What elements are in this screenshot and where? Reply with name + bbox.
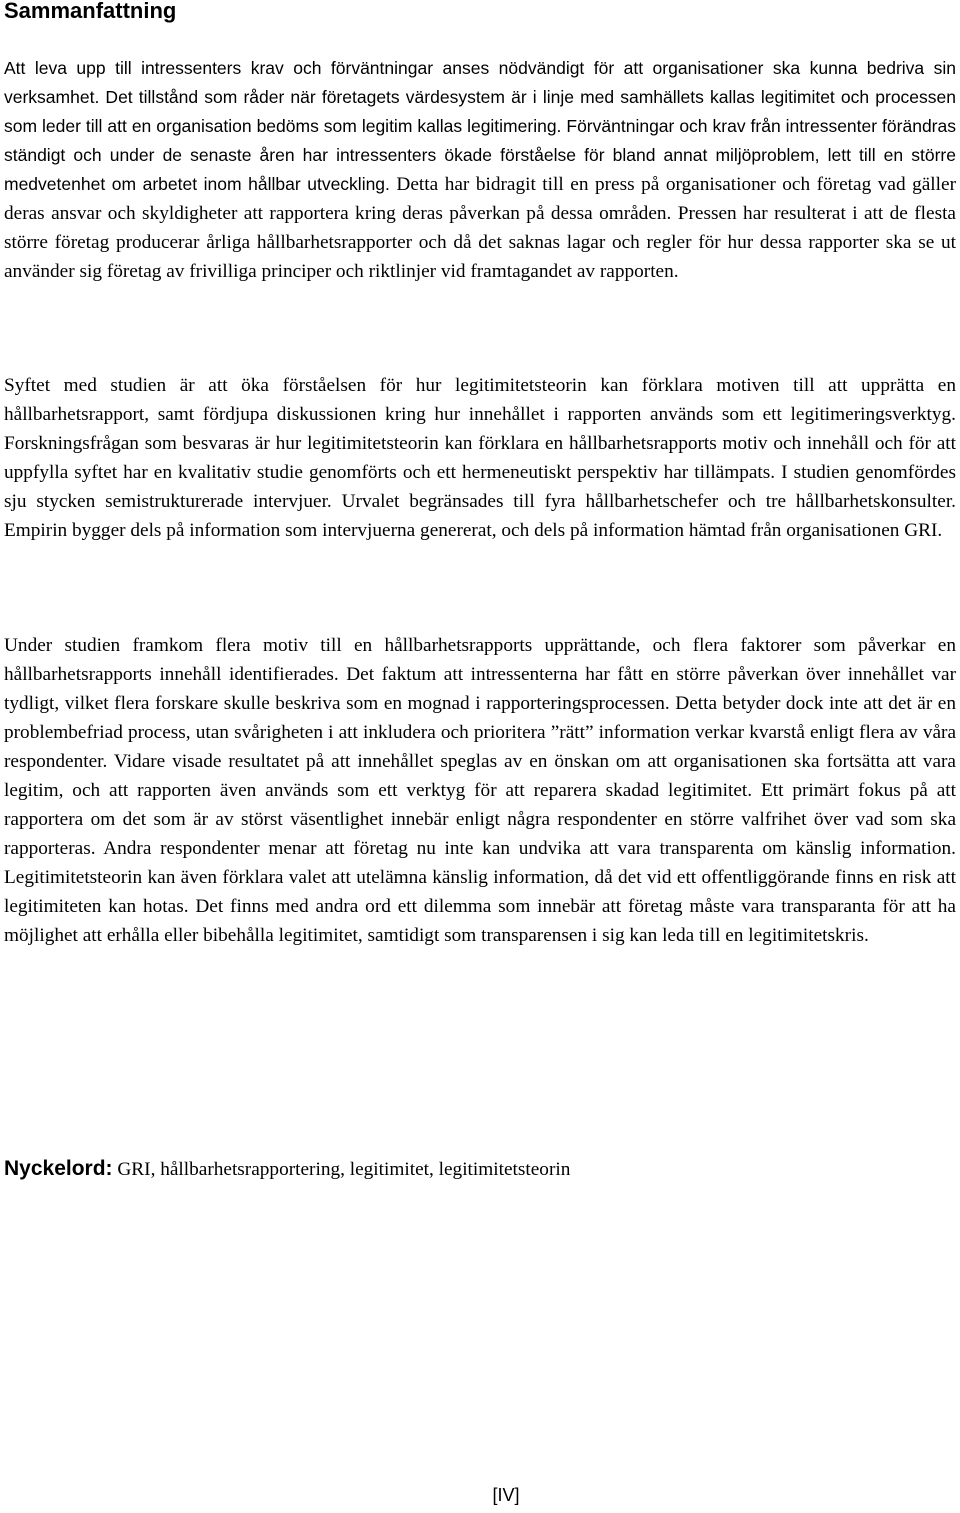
paragraph-2: Syftet med studien är att öka förståelsen för hur legitimitetsteorin kan förklara motiven till att upprätta en hållbarhetsrapport, samt fördjupa diskussionen kring hur innehållet i rapporten används som ett legitimeringsverktyg. Forskningsfrågan som besvaras är hur legitimitetsteorin kan förklara en hållbarhetsrapports motiv och innehåll och för att uppfylla syftet har en kvalitativ studie genomförts och ett hermeneutiskt perspektiv har tillämpats. I studien genomfördes sju stycken semistrukturerade intervjuer. Urvalet begränsades till fyra hållbarhetschefer och tre hållbarhetskonsulter. Empirin bygger dels på information som intervjuerna genererat, och dels på information hämtad från organisationen GRI. [4, 375, 956, 541]
paragraph-1-serif-part: Detta har bidragit till en press på organisationer och företag vad gäller deras ansvar och skyldigheter att rapportera kring deras påverkan på dessa områden. Pressen har resulterat i att de flesta större företag producerar årliga hållbarhetsrapporter och då det saknas lagar och regler för hur dessa rapporter ska se ut använder sig företag av frivilliga principer och riktlinjer vid framtagandet av rapporten. [4, 174, 956, 282]
section-heading: Sammanfattning [4, 0, 177, 23]
keywords-line [4, 1154, 570, 1184]
paragraph-1 [4, 54, 956, 286]
paragraph-3: Under studien framkom flera motiv till en hållbarhetsrapports upprättande, och flera faktorer som påverkar en hållbarhetsrapports innehåll identifierades. Det faktum att intressenterna har fått en större påverkan över innehållet var tydligt, vilket flera forskare skulle beskriva som en mognad i rapporteringsprocessen. Detta betyder dock inte att det är en problembefriad process, utan svårigheten i att inkludera och prioritera ”rätt” information verkar kvarstå enligt flera av våra respondenter. Vidare visade resultatet på att innehållet speglas av en önskan om att organisationen ska fortsätta att vara legitim, och att rapporten även används som ett verktyg för att reparera skadad legitimitet. Ett primärt fokus på att rapportera om det som är av störst väsentlighet innebär enligt några respondenter en större valfrihet över vad som ska rapporteras. Andra respondenter menar att företag nu inte kan undvika att vara transparenta om känslig information. Legitimitetsteorin kan även förklara valet att utelämna känslig information, då det vid ett offentliggörande finns en risk att legitimiteten kan hotas. Det finns med andra ord ett dilemma som innebär att företag måste vara transparanta för att ha möjlighet att erhålla eller bibehålla legitimitet, samtidigt som transparensen i sig kan leda till en legitimitetskris. [4, 635, 956, 946]
keywords-text: GRI, hållbarhetsrapportering, legitimitet, legitimitetsteorin [112, 1159, 571, 1180]
keywords-label: Nyckelord: [4, 1157, 113, 1180]
document-page [4, 0, 956, 1513]
page-number: [IV] [492, 1485, 520, 1505]
paragraph-1-sans-part: Att leva upp till intressenters krav och förväntningar anses nödvändigt för att organisationer ska kunna bedriva sin verksamhet. Det tillstånd som råder när företagets värdesystem är i linje med samhällets kallas legitimitet och processen som leder till att en organisation bedöms som legitim kallas legitimering. Förväntningar och krav från intressenter förändras ständigt och under de senaste åren har intressenters ökade förståelse för bland annat miljöproblem, lett till en större medvetenhet om arbetet inom hållbar utveckling. [4, 58, 956, 194]
